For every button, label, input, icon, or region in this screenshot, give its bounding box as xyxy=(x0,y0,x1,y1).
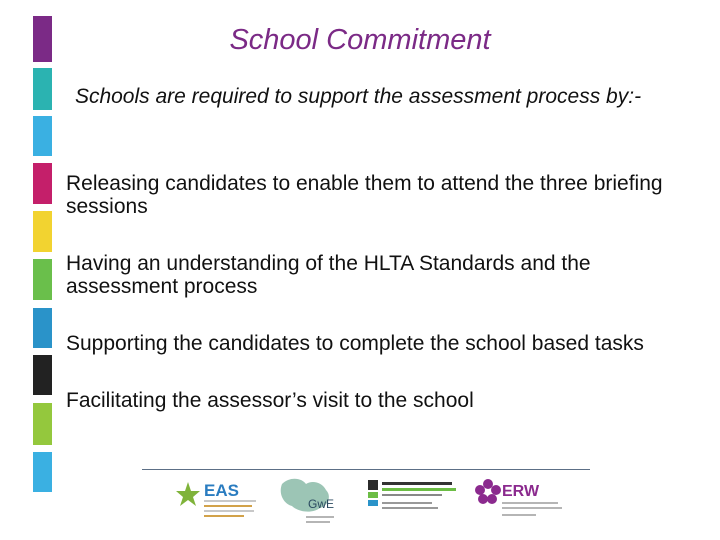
stripe-9 xyxy=(33,403,52,445)
stripe-6 xyxy=(33,259,52,300)
svg-text:GwE: GwE xyxy=(308,497,335,511)
slide-title: School Commitment xyxy=(229,24,491,56)
gwe-map-logo xyxy=(276,474,352,526)
eas-star-logo xyxy=(172,474,264,526)
bullet-item: Releasing candidates to enable them to attend the three briefing sessions xyxy=(66,172,663,218)
stripe-5 xyxy=(33,211,52,252)
svg-text:ERW: ERW xyxy=(502,483,540,500)
bullet-item: Supporting the candidates to complete the school based tasks xyxy=(66,332,644,355)
bullet-item: Facilitating the assessor’s visit to the school xyxy=(66,389,474,412)
slide-subtitle: Schools are required to support the assessment process by:- xyxy=(74,85,642,108)
stripe-10 xyxy=(33,452,52,492)
footer-divider xyxy=(142,469,590,470)
bullet-list xyxy=(66,172,686,446)
stripe-3 xyxy=(33,116,52,156)
stripe-2 xyxy=(33,68,52,110)
stripe-8 xyxy=(33,355,52,395)
stripe-4 xyxy=(33,163,52,204)
stripe-7 xyxy=(33,308,52,348)
csc-logo xyxy=(366,474,462,526)
bullet-item: Having an understanding of the HLTA Standards and the assessment process xyxy=(66,252,591,298)
erw-flower-logo xyxy=(470,474,570,526)
svg-text:EAS: EAS xyxy=(204,481,239,500)
